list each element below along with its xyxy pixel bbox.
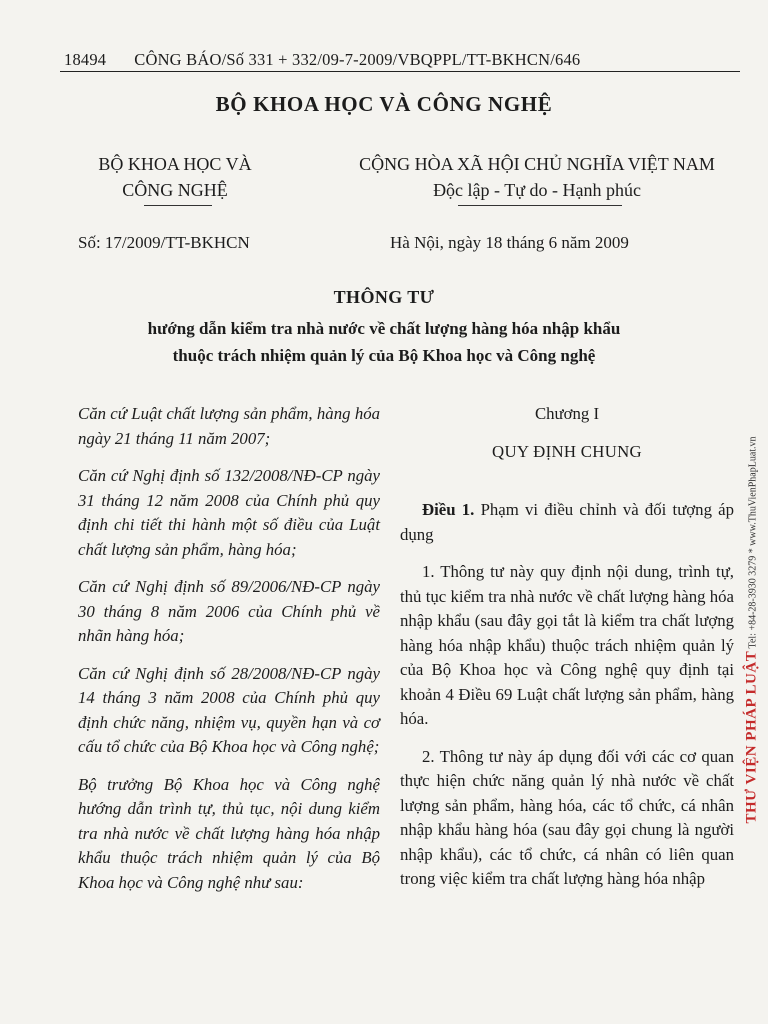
vertical-watermark xyxy=(738,250,766,1010)
header-rule xyxy=(60,71,740,72)
chapter-label: Chương I xyxy=(534,404,600,423)
issuer-line1: BỘ KHOA HỌC VÀ xyxy=(98,154,252,174)
watermark-text xyxy=(744,436,761,823)
article-clause: 2. Thông tư này áp dụng đối với các cơ quan thực hiện chức năng quản lý nhà nước về chất lượng sản phẩm, hàng hóa, các tổ chức, cá nhân nhập khẩu hàng hóa (sau đây gọi chung là người nhập khẩu), các tổ chức, cá nhân có liên quan trong việc kiểm tra chất lượng hàng hóa nhập xyxy=(400,746,734,888)
document-subject xyxy=(60,315,708,369)
issuer-line2: CÔNG NGHỆ xyxy=(122,180,228,200)
place-and-date: Hà Nội, ngày 18 tháng 6 năm 2009 xyxy=(390,233,629,252)
article-clause: 1. Thông tư này quy định nội dung, trình tự, thủ tục kiểm tra nhà nước về chất lượng hàng hóa nhập khẩu (sau đây gọi tắt là kiểm tra chất lượng hàng hóa nhập khẩu) thuộc trách nhiệm quản lý của Bộ Khoa học và Công nghệ quy định tại khoản 4 Điều 69 Luật chất lượng sản phẩm, hàng hóa. xyxy=(400,562,734,728)
chapter-title: QUY ĐỊNH CHUNG xyxy=(492,441,642,461)
preamble-paragraph: Căn cứ Nghị định số 89/2006/NĐ-CP ngày 30 tháng 8 năm 2006 của Chính phủ về nhãn hàng hóa; xyxy=(78,577,380,645)
watermark-contact: Tel: +84-28-3930 3279 * www.ThuVienPhapLuat.vn xyxy=(747,436,759,649)
nation-name: CỘNG HÒA XÃ HỘI CHỦ NGHĨA VIỆT NAM xyxy=(359,154,715,174)
article-title: Phạm vi điều chỉnh và đối tượng áp dụng xyxy=(400,500,735,544)
national-motto-block xyxy=(322,151,752,203)
motto-rule xyxy=(458,205,622,206)
document-number: Số: 17/2009/TT-BKHCN xyxy=(78,233,250,252)
preamble-paragraph: Căn cứ Luật chất lượng sản phẩm, hàng hóa ngày 21 tháng 11 năm 2007; xyxy=(78,404,380,448)
document-type: THÔNG TƯ xyxy=(333,287,435,307)
subject-line2: thuộc trách nhiệm quản lý của Bộ Khoa học và Công nghệ xyxy=(172,346,596,365)
article-1-heading xyxy=(400,498,734,547)
article-number: Điều 1. xyxy=(422,500,475,519)
gazette-reference: CÔNG BÁO/Số 331 + 332/09-7-2009/VBQPPL/TT-BKHCN/646 xyxy=(134,50,581,69)
page-number: 18494 xyxy=(64,50,107,69)
issuer-rule xyxy=(144,205,212,206)
preamble-column xyxy=(78,402,380,908)
watermark-brand: THƯ VIỆN PHÁP LUẬT xyxy=(743,650,760,824)
nation-motto: Độc lập - Tự do - Hạnh phúc xyxy=(433,180,641,200)
preamble-paragraph: Căn cứ Nghị định số 132/2008/NĐ-CP ngày 31 tháng 12 năm 2008 của Chính phủ quy định chi tiết thi hành một số điều của Luật chất lượng sản phẩm, hàng hóa; xyxy=(78,466,380,559)
issuer-block xyxy=(70,151,280,203)
ministry-title: BỘ KHOA HỌC VÀ CÔNG NGHỆ xyxy=(215,92,553,116)
preamble-paragraph: Căn cứ Nghị định số 28/2008/NĐ-CP ngày 14 tháng 3 năm 2008 của Chính phủ quy định chức năng, nhiệm vụ, quyền hạn và cơ cấu tổ chức của Bộ Khoa học và Công nghệ; xyxy=(78,663,380,756)
subject-line1: hướng dẫn kiểm tra nhà nước về chất lượng hàng hóa nhập khẩu xyxy=(147,319,621,338)
chapter-column xyxy=(400,402,734,905)
preamble-paragraph: Bộ trưởng Bộ Khoa học và Công nghệ hướng dẫn trình tự, thủ tục, nội dung kiểm tra nhà nước về chất lượng hàng hóa nhập khẩu thuộc trách nhiệm quản lý của Bộ Khoa học và Công nghệ như sau: xyxy=(78,774,380,892)
running-header xyxy=(64,50,736,70)
